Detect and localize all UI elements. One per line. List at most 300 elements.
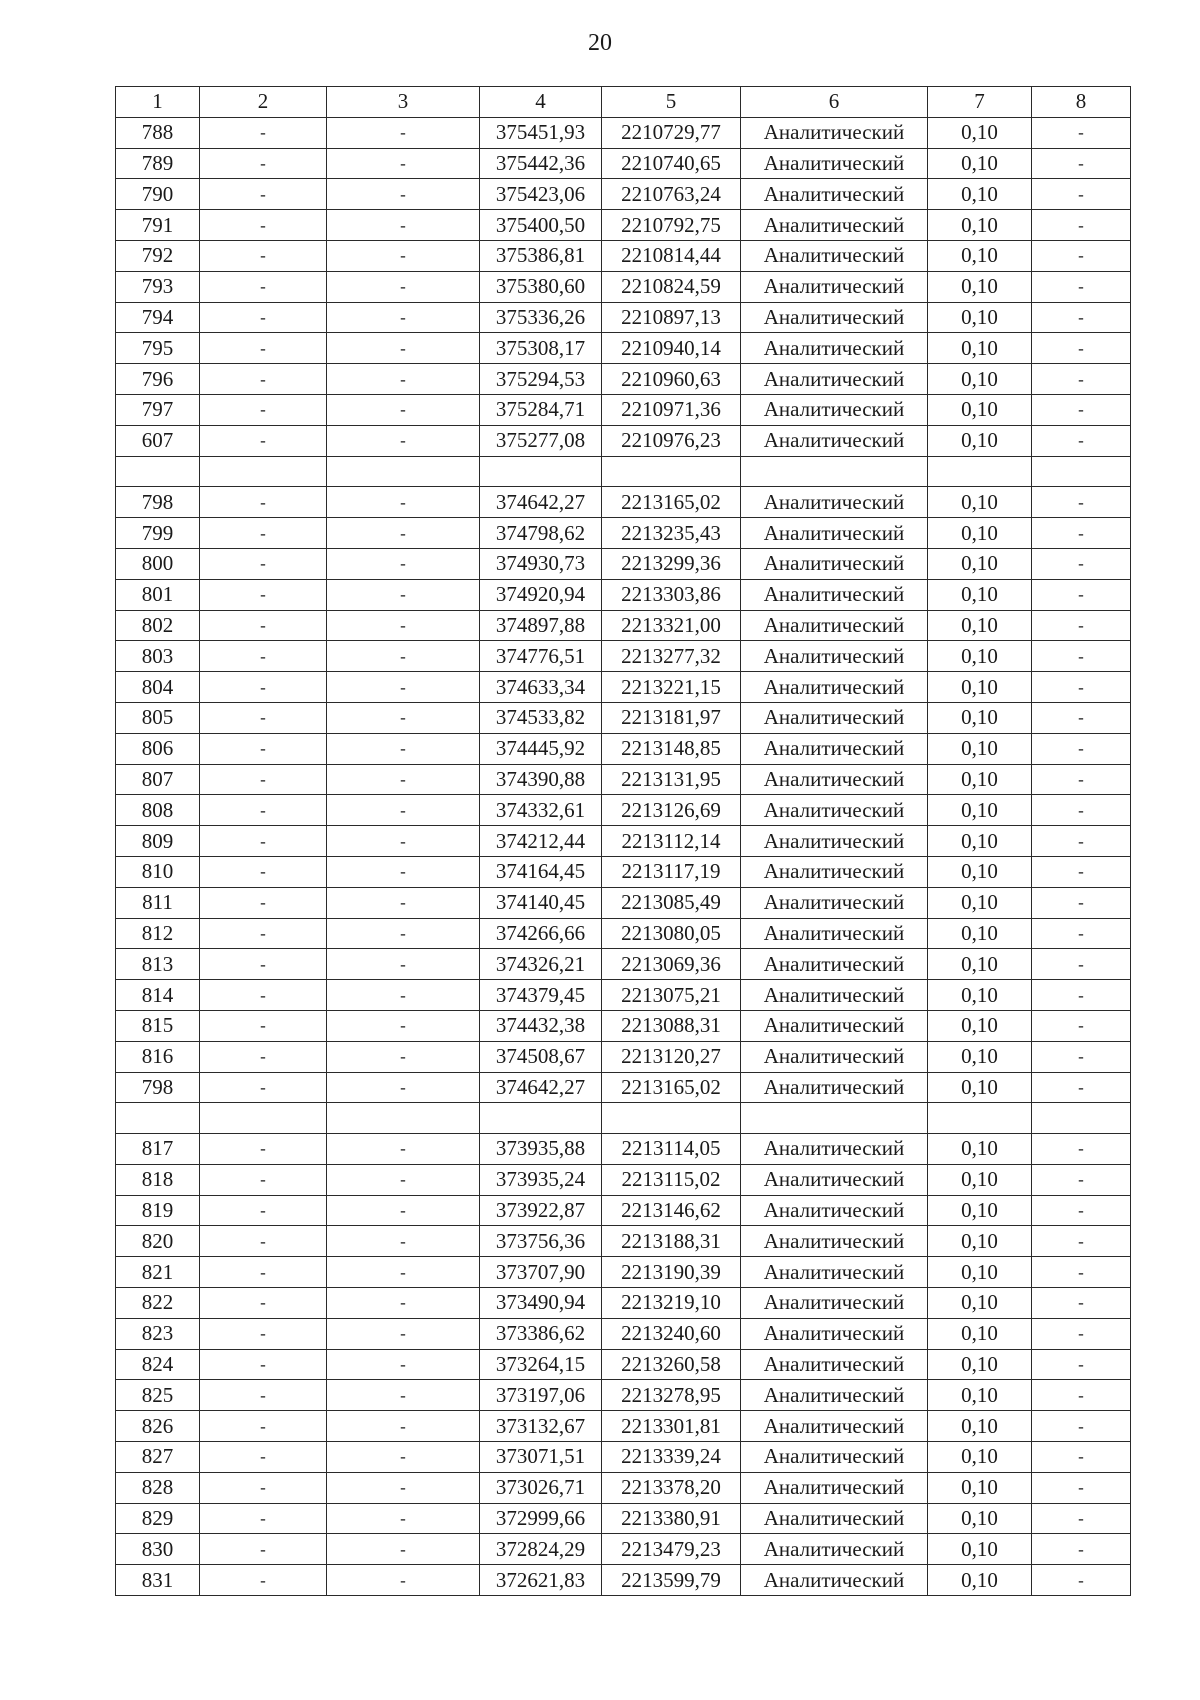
- x-coordinate-cell: 372621,83: [480, 1565, 602, 1596]
- column-3-cell: -: [327, 240, 480, 271]
- column-header: 4: [480, 87, 602, 118]
- column-3-cell: -: [327, 1041, 480, 1072]
- accuracy-cell: 0,10: [928, 425, 1032, 456]
- method-cell: Аналитический: [741, 1226, 928, 1257]
- x-coordinate-cell: 373264,15: [480, 1349, 602, 1380]
- y-coordinate-cell: 2213114,05: [602, 1134, 741, 1165]
- accuracy-cell: 0,10: [928, 117, 1032, 148]
- method-cell: Аналитический: [741, 856, 928, 887]
- x-coordinate-cell: 372999,66: [480, 1503, 602, 1534]
- accuracy-cell: 0,10: [928, 302, 1032, 333]
- table-row: [116, 1472, 1131, 1503]
- accuracy-cell: 0,10: [928, 1041, 1032, 1072]
- column-2-cell: -: [200, 1411, 327, 1442]
- accuracy-cell: [928, 456, 1032, 487]
- column-2-cell: -: [200, 487, 327, 518]
- column-2-cell: -: [200, 702, 327, 733]
- table-row: [116, 302, 1131, 333]
- table-body: [116, 117, 1131, 1595]
- column-8-cell: -: [1032, 1226, 1131, 1257]
- point-number-cell: 826: [116, 1411, 200, 1442]
- column-8-cell: -: [1032, 1134, 1131, 1165]
- point-number-cell: 824: [116, 1349, 200, 1380]
- column-2-cell: -: [200, 887, 327, 918]
- column-8-cell: -: [1032, 210, 1131, 241]
- column-2-cell: -: [200, 1041, 327, 1072]
- column-2-cell: -: [200, 1349, 327, 1380]
- y-coordinate-cell: 2210763,24: [602, 179, 741, 210]
- column-2-cell: -: [200, 733, 327, 764]
- x-coordinate-cell: 373071,51: [480, 1442, 602, 1473]
- table-row: [116, 394, 1131, 425]
- method-cell: Аналитический: [741, 1288, 928, 1319]
- column-8-cell: -: [1032, 826, 1131, 857]
- page-number: 20: [588, 30, 612, 56]
- column-2-cell: -: [200, 1380, 327, 1411]
- accuracy-cell: 0,10: [928, 764, 1032, 795]
- column-8-cell: -: [1032, 1195, 1131, 1226]
- column-2-cell: -: [200, 148, 327, 179]
- column-3-cell: -: [327, 1565, 480, 1596]
- point-number-cell: 607: [116, 425, 200, 456]
- method-cell: Аналитический: [741, 1318, 928, 1349]
- x-coordinate-cell: 374445,92: [480, 733, 602, 764]
- point-number-cell: 806: [116, 733, 200, 764]
- point-number-cell: 791: [116, 210, 200, 241]
- y-coordinate-cell: 2210976,23: [602, 425, 741, 456]
- table-row: [116, 610, 1131, 641]
- method-cell: Аналитический: [741, 425, 928, 456]
- column-8-cell: -: [1032, 1442, 1131, 1473]
- method-cell: Аналитический: [741, 1534, 928, 1565]
- table-row: [116, 1503, 1131, 1534]
- column-2-cell: -: [200, 610, 327, 641]
- column-8-cell: [1032, 1103, 1131, 1134]
- column-2-cell: -: [200, 518, 327, 549]
- x-coordinate-cell: 374164,45: [480, 856, 602, 887]
- method-cell: Аналитический: [741, 1503, 928, 1534]
- y-coordinate-cell: 2213075,21: [602, 980, 741, 1011]
- table-row: [116, 240, 1131, 271]
- column-3-cell: -: [327, 271, 480, 302]
- y-coordinate-cell: 2210940,14: [602, 333, 741, 364]
- method-cell: Аналитический: [741, 672, 928, 703]
- accuracy-cell: 0,10: [928, 1442, 1032, 1473]
- point-number-cell: [116, 456, 200, 487]
- point-number-cell: 820: [116, 1226, 200, 1257]
- table-row: [116, 702, 1131, 733]
- point-number-cell: 808: [116, 795, 200, 826]
- column-header: 5: [602, 87, 741, 118]
- column-3-cell: -: [327, 980, 480, 1011]
- y-coordinate-cell: 2213085,49: [602, 887, 741, 918]
- column-3-cell: -: [327, 949, 480, 980]
- method-cell: Аналитический: [741, 1472, 928, 1503]
- table-row: [116, 1534, 1131, 1565]
- column-8-cell: -: [1032, 548, 1131, 579]
- y-coordinate-cell: 2213221,15: [602, 672, 741, 703]
- table-header-row: [116, 87, 1131, 118]
- y-coordinate-cell: 2210729,77: [602, 117, 741, 148]
- x-coordinate-cell: 374508,67: [480, 1041, 602, 1072]
- point-number-cell: 812: [116, 918, 200, 949]
- column-8-cell: -: [1032, 641, 1131, 672]
- x-coordinate-cell: 375423,06: [480, 179, 602, 210]
- method-cell: Аналитический: [741, 394, 928, 425]
- method-cell: Аналитический: [741, 764, 928, 795]
- column-8-cell: -: [1032, 980, 1131, 1011]
- accuracy-cell: [928, 1103, 1032, 1134]
- table-row: [116, 179, 1131, 210]
- column-2-cell: -: [200, 425, 327, 456]
- method-cell: Аналитический: [741, 333, 928, 364]
- table-row: [116, 856, 1131, 887]
- column-8-cell: -: [1032, 364, 1131, 395]
- column-3-cell: -: [327, 364, 480, 395]
- column-8-cell: -: [1032, 1041, 1131, 1072]
- y-coordinate-cell: 2210814,44: [602, 240, 741, 271]
- y-coordinate-cell: 2213278,95: [602, 1380, 741, 1411]
- x-coordinate-cell: 374390,88: [480, 764, 602, 795]
- method-cell: Аналитический: [741, 1257, 928, 1288]
- column-2-cell: -: [200, 1503, 327, 1534]
- x-coordinate-cell: 373935,24: [480, 1164, 602, 1195]
- column-8-cell: -: [1032, 795, 1131, 826]
- point-number-cell: 796: [116, 364, 200, 395]
- accuracy-cell: 0,10: [928, 826, 1032, 857]
- column-3-cell: -: [327, 1072, 480, 1103]
- column-8-cell: -: [1032, 425, 1131, 456]
- column-header: 2: [200, 87, 327, 118]
- accuracy-cell: 0,10: [928, 672, 1032, 703]
- y-coordinate-cell: 2213117,19: [602, 856, 741, 887]
- method-cell: Аналитический: [741, 702, 928, 733]
- column-8-cell: -: [1032, 1072, 1131, 1103]
- point-number-cell: 798: [116, 1072, 200, 1103]
- method-cell: Аналитический: [741, 364, 928, 395]
- column-8-cell: -: [1032, 271, 1131, 302]
- accuracy-cell: 0,10: [928, 148, 1032, 179]
- column-8-cell: -: [1032, 394, 1131, 425]
- accuracy-cell: 0,10: [928, 579, 1032, 610]
- method-cell: Аналитический: [741, 240, 928, 271]
- column-header: 1: [116, 87, 200, 118]
- table-row: [116, 949, 1131, 980]
- table-row: [116, 887, 1131, 918]
- column-header: 8: [1032, 87, 1131, 118]
- column-3-cell: -: [327, 394, 480, 425]
- accuracy-cell: 0,10: [928, 1010, 1032, 1041]
- x-coordinate-cell: 375294,53: [480, 364, 602, 395]
- point-number-cell: 816: [116, 1041, 200, 1072]
- accuracy-cell: 0,10: [928, 1195, 1032, 1226]
- accuracy-cell: 0,10: [928, 641, 1032, 672]
- table-row: [116, 1010, 1131, 1041]
- x-coordinate-cell: 374642,27: [480, 487, 602, 518]
- column-2-cell: -: [200, 1226, 327, 1257]
- column-8-cell: -: [1032, 1349, 1131, 1380]
- column-3-cell: -: [327, 733, 480, 764]
- point-number-cell: 798: [116, 487, 200, 518]
- column-2-cell: -: [200, 1534, 327, 1565]
- point-number-cell: 803: [116, 641, 200, 672]
- column-8-cell: -: [1032, 1565, 1131, 1596]
- table-row: [116, 1134, 1131, 1165]
- column-2-cell: [200, 456, 327, 487]
- point-number-cell: 823: [116, 1318, 200, 1349]
- x-coordinate-cell: 375400,50: [480, 210, 602, 241]
- accuracy-cell: 0,10: [928, 610, 1032, 641]
- method-cell: [741, 1103, 928, 1134]
- y-coordinate-cell: 2213165,02: [602, 1072, 741, 1103]
- method-cell: Аналитический: [741, 610, 928, 641]
- column-header: 6: [741, 87, 928, 118]
- y-coordinate-cell: 2210960,63: [602, 364, 741, 395]
- column-2-cell: -: [200, 548, 327, 579]
- column-2-cell: -: [200, 302, 327, 333]
- accuracy-cell: 0,10: [928, 548, 1032, 579]
- column-8-cell: -: [1032, 1257, 1131, 1288]
- column-8-cell: -: [1032, 1472, 1131, 1503]
- column-3-cell: -: [327, 764, 480, 795]
- table-row: [116, 1288, 1131, 1319]
- column-8-cell: -: [1032, 610, 1131, 641]
- column-2-cell: -: [200, 856, 327, 887]
- accuracy-cell: 0,10: [928, 271, 1032, 302]
- method-cell: Аналитический: [741, 1041, 928, 1072]
- point-number-cell: 805: [116, 702, 200, 733]
- column-3-cell: -: [327, 1534, 480, 1565]
- point-number-cell: 831: [116, 1565, 200, 1596]
- accuracy-cell: 0,10: [928, 333, 1032, 364]
- point-number-cell: 814: [116, 980, 200, 1011]
- table-row: [116, 1041, 1131, 1072]
- y-coordinate-cell: 2213321,00: [602, 610, 741, 641]
- table-row: [116, 333, 1131, 364]
- accuracy-cell: 0,10: [928, 795, 1032, 826]
- column-3-cell: -: [327, 487, 480, 518]
- column-2-cell: -: [200, 1565, 327, 1596]
- accuracy-cell: 0,10: [928, 1349, 1032, 1380]
- y-coordinate-cell: 2210971,36: [602, 394, 741, 425]
- y-coordinate-cell: 2213165,02: [602, 487, 741, 518]
- method-cell: Аналитический: [741, 518, 928, 549]
- column-2-cell: -: [200, 333, 327, 364]
- y-coordinate-cell: 2210824,59: [602, 271, 741, 302]
- method-cell: Аналитический: [741, 179, 928, 210]
- column-3-cell: -: [327, 1349, 480, 1380]
- column-3-cell: -: [327, 1010, 480, 1041]
- y-coordinate-cell: 2213080,05: [602, 918, 741, 949]
- table-row: [116, 1072, 1131, 1103]
- point-number-cell: 813: [116, 949, 200, 980]
- column-8-cell: -: [1032, 949, 1131, 980]
- column-3-cell: -: [327, 1503, 480, 1534]
- x-coordinate-cell: 373707,90: [480, 1257, 602, 1288]
- column-3-cell: -: [327, 302, 480, 333]
- column-8-cell: -: [1032, 1534, 1131, 1565]
- x-coordinate-cell: 373756,36: [480, 1226, 602, 1257]
- column-2-cell: -: [200, 1195, 327, 1226]
- method-cell: Аналитический: [741, 1134, 928, 1165]
- point-number-cell: 797: [116, 394, 200, 425]
- column-2-cell: -: [200, 364, 327, 395]
- y-coordinate-cell: 2213069,36: [602, 949, 741, 980]
- column-3-cell: -: [327, 1226, 480, 1257]
- accuracy-cell: 0,10: [928, 1411, 1032, 1442]
- column-3-cell: -: [327, 672, 480, 703]
- column-8-cell: -: [1032, 518, 1131, 549]
- column-8-cell: -: [1032, 1503, 1131, 1534]
- y-coordinate-cell: 2210740,65: [602, 148, 741, 179]
- accuracy-cell: 0,10: [928, 918, 1032, 949]
- table-row: [116, 672, 1131, 703]
- column-header: 3: [327, 87, 480, 118]
- table-row: [116, 733, 1131, 764]
- column-8-cell: -: [1032, 764, 1131, 795]
- y-coordinate-cell: 2213131,95: [602, 764, 741, 795]
- accuracy-cell: 0,10: [928, 518, 1032, 549]
- table-row: [116, 764, 1131, 795]
- point-number-cell: 817: [116, 1134, 200, 1165]
- accuracy-cell: 0,10: [928, 1380, 1032, 1411]
- method-cell: Аналитический: [741, 210, 928, 241]
- x-coordinate-cell: 374332,61: [480, 795, 602, 826]
- column-3-cell: -: [327, 333, 480, 364]
- column-8-cell: -: [1032, 487, 1131, 518]
- column-2-cell: -: [200, 795, 327, 826]
- table-row: [116, 210, 1131, 241]
- method-cell: Аналитический: [741, 487, 928, 518]
- column-8-cell: -: [1032, 918, 1131, 949]
- column-8-cell: -: [1032, 1411, 1131, 1442]
- x-coordinate-cell: 374326,21: [480, 949, 602, 980]
- x-coordinate-cell: 374266,66: [480, 918, 602, 949]
- point-number-cell: 800: [116, 548, 200, 579]
- method-cell: Аналитический: [741, 918, 928, 949]
- point-number-cell: 790: [116, 179, 200, 210]
- x-coordinate-cell: 373386,62: [480, 1318, 602, 1349]
- column-3-cell: -: [327, 425, 480, 456]
- column-3-cell: -: [327, 579, 480, 610]
- accuracy-cell: 0,10: [928, 240, 1032, 271]
- x-coordinate-cell: [480, 456, 602, 487]
- point-number-cell: 794: [116, 302, 200, 333]
- column-2-cell: -: [200, 764, 327, 795]
- point-number-cell: [116, 1103, 200, 1134]
- y-coordinate-cell: [602, 456, 741, 487]
- column-8-cell: -: [1032, 1318, 1131, 1349]
- column-2-cell: -: [200, 1472, 327, 1503]
- column-2-cell: -: [200, 641, 327, 672]
- x-coordinate-cell: 375336,26: [480, 302, 602, 333]
- column-2-cell: -: [200, 1318, 327, 1349]
- x-coordinate-cell: 374920,94: [480, 579, 602, 610]
- column-3-cell: -: [327, 148, 480, 179]
- column-3-cell: -: [327, 1411, 480, 1442]
- y-coordinate-cell: 2213599,79: [602, 1565, 741, 1596]
- x-coordinate-cell: 375284,71: [480, 394, 602, 425]
- method-cell: Аналитический: [741, 1411, 928, 1442]
- y-coordinate-cell: 2213479,23: [602, 1534, 741, 1565]
- accuracy-cell: 0,10: [928, 364, 1032, 395]
- x-coordinate-cell: 372824,29: [480, 1534, 602, 1565]
- x-coordinate-cell: 374930,73: [480, 548, 602, 579]
- accuracy-cell: 0,10: [928, 179, 1032, 210]
- point-number-cell: 830: [116, 1534, 200, 1565]
- method-cell: Аналитический: [741, 1349, 928, 1380]
- column-3-cell: -: [327, 117, 480, 148]
- table-row: [116, 487, 1131, 518]
- y-coordinate-cell: 2213380,91: [602, 1503, 741, 1534]
- x-coordinate-cell: 373490,94: [480, 1288, 602, 1319]
- table-row: [116, 918, 1131, 949]
- column-2-cell: -: [200, 1134, 327, 1165]
- accuracy-cell: 0,10: [928, 1503, 1032, 1534]
- table-row: [116, 548, 1131, 579]
- accuracy-cell: 0,10: [928, 949, 1032, 980]
- x-coordinate-cell: 374379,45: [480, 980, 602, 1011]
- point-number-cell: 789: [116, 148, 200, 179]
- y-coordinate-cell: 2213235,43: [602, 518, 741, 549]
- table-row: [116, 1195, 1131, 1226]
- x-coordinate-cell: 373935,88: [480, 1134, 602, 1165]
- accuracy-cell: 0,10: [928, 1288, 1032, 1319]
- column-2-cell: -: [200, 179, 327, 210]
- table-row: [116, 518, 1131, 549]
- column-header: 7: [928, 87, 1032, 118]
- method-cell: Аналитический: [741, 302, 928, 333]
- method-cell: Аналитический: [741, 548, 928, 579]
- column-8-cell: -: [1032, 1164, 1131, 1195]
- point-number-cell: 815: [116, 1010, 200, 1041]
- point-number-cell: 799: [116, 518, 200, 549]
- table-row: [116, 1349, 1131, 1380]
- column-8-cell: -: [1032, 1288, 1131, 1319]
- column-2-cell: [200, 1103, 327, 1134]
- method-cell: Аналитический: [741, 1164, 928, 1195]
- y-coordinate-cell: 2213148,85: [602, 733, 741, 764]
- column-3-cell: -: [327, 641, 480, 672]
- y-coordinate-cell: 2213190,39: [602, 1257, 741, 1288]
- method-cell: Аналитический: [741, 1072, 928, 1103]
- accuracy-cell: 0,10: [928, 1472, 1032, 1503]
- column-2-cell: -: [200, 579, 327, 610]
- table-row: [116, 364, 1131, 395]
- accuracy-cell: 0,10: [928, 1072, 1032, 1103]
- point-number-cell: 795: [116, 333, 200, 364]
- accuracy-cell: 0,10: [928, 980, 1032, 1011]
- x-coordinate-cell: 373922,87: [480, 1195, 602, 1226]
- column-2-cell: -: [200, 210, 327, 241]
- column-8-cell: [1032, 456, 1131, 487]
- column-3-cell: -: [327, 179, 480, 210]
- column-2-cell: -: [200, 980, 327, 1011]
- column-8-cell: -: [1032, 240, 1131, 271]
- column-3-cell: -: [327, 610, 480, 641]
- column-2-cell: -: [200, 240, 327, 271]
- column-3-cell: -: [327, 1195, 480, 1226]
- accuracy-cell: 0,10: [928, 1318, 1032, 1349]
- accuracy-cell: 0,10: [928, 733, 1032, 764]
- method-cell: Аналитический: [741, 795, 928, 826]
- method-cell: Аналитический: [741, 733, 928, 764]
- table-spacer-row: [116, 456, 1131, 487]
- column-2-cell: -: [200, 672, 327, 703]
- point-number-cell: 821: [116, 1257, 200, 1288]
- x-coordinate-cell: 375451,93: [480, 117, 602, 148]
- table-row: [116, 1318, 1131, 1349]
